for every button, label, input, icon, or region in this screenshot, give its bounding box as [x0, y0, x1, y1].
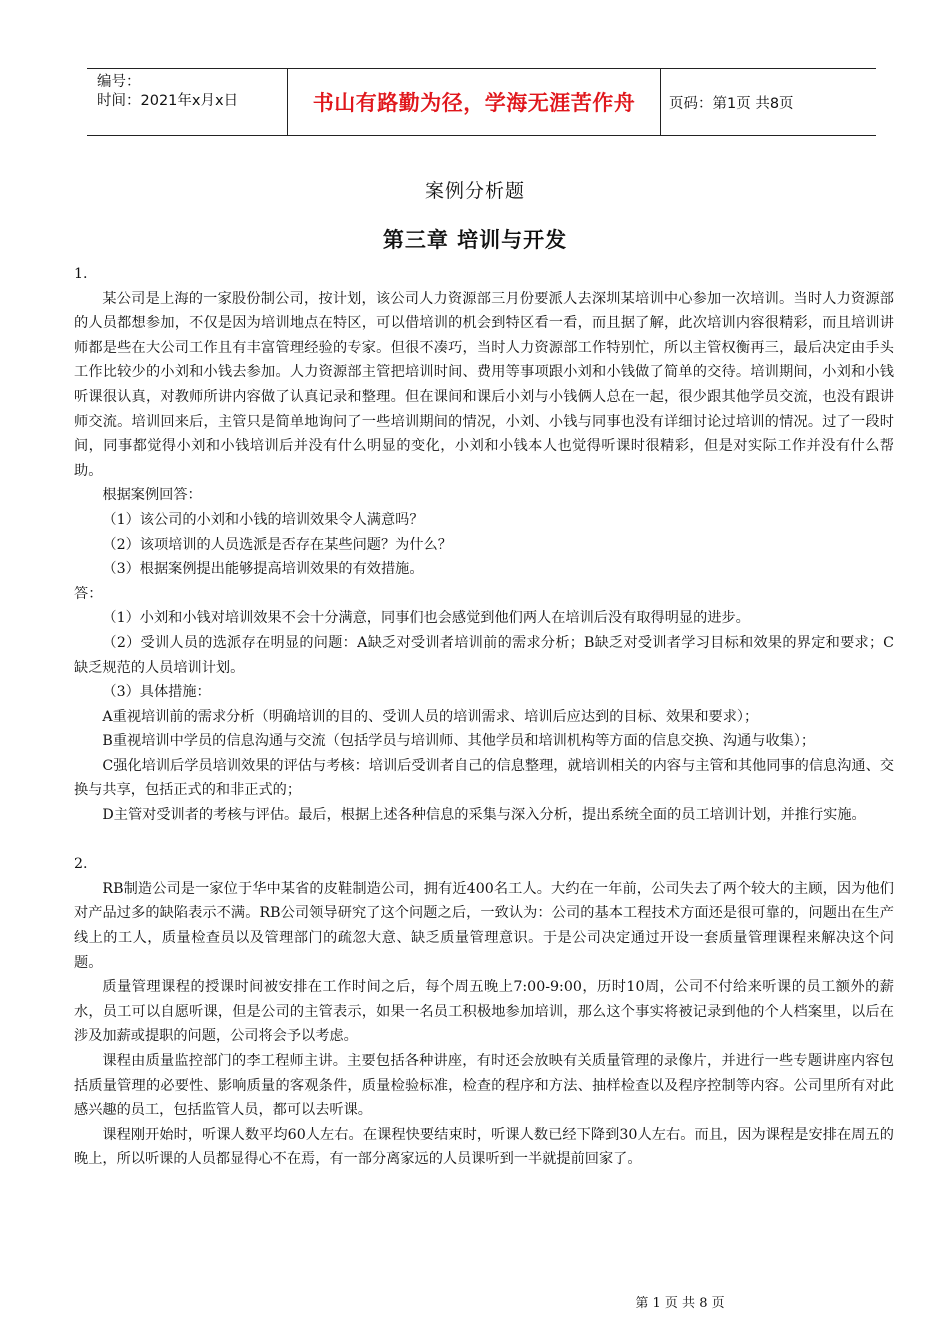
- case1-question-1: （1）该公司的小刘和小钱的培训效果令人满意吗？: [102, 511, 424, 528]
- case1-question-2: （2）该项培训的人员选派是否存在某些问题？为什么？: [102, 536, 452, 553]
- section-gap: [74, 828, 894, 853]
- header-time-label: 时间：2021年x月x日: [97, 93, 239, 109]
- document-body: [74, 262, 894, 1172]
- case1-answer-1: （1）小刘和小钱对培训效果不会十分满意，同事们也会感觉到他们两人在培训后没有取得明显的进步。: [102, 610, 750, 627]
- case2-paragraph-1: RB制造公司是一家位于华中某省的皮鞋制造公司，拥有近400名工人。大约在一年前，公司失去了两个较大的主顾，因为他们对产品过多的缺陷表示不满。RB公司领导研究了这个问题之后，一致认为：公司的基本工程技术方面还是很可靠的，问题出在生产线上的工人，质量检查员以及管理部门的疏忽大意、缺乏质量管理意识。于是公司决定通过开设一套质量管理课程来解决这个问题。: [74, 880, 894, 971]
- header-code-label: 编号：: [97, 74, 141, 90]
- case1-answer-label: 答：: [74, 585, 103, 602]
- header-meta: [87, 69, 287, 135]
- case1-paragraph: 某公司是上海的一家股份制公司，按计划，该公司人力资源部三月份要派人去深圳某培训中心参加一次培训。当时人力资源部的人员都想参加，不仅是因为培训地点在特区，可以借培训的机会到特区看一看，而且据了解，此次培训内容很精彩，而且培训讲师都是些在大公司工作且有丰富管理经验的专家。但很不凑巧，当时人力资源部工作特别忙，所以主管权衡再三，最后决定由手头工作比较少的小刘和小钱去参加。人力资源部主管把培训时间、费用等事项跟小刘和小钱做了简单的交待。培训期间，小刘和小钱听课很认真，对教师所讲内容做了认真记录和整理。但在课间和课后小刘与小钱俩人总在一起，很少跟其他学员交流，也没有跟讲师交流。培训回来后，主管只是简单地询问了一些培训期间的情况，小刘、小钱与同事也没有详细讨论过培训的情况。过了一段时间，同事都觉得小刘和小钱培训后并没有什么明显的变化，小刘和小钱本人也觉得听课时很精彩，但是对实际工作并没有什么帮助。: [74, 290, 894, 479]
- header-page-label: 页码：第1页 共8页: [669, 95, 794, 112]
- case2-paragraph-4: 课程刚开始时，听课人数平均60人左右。在课程快要结束时，听课人数已经下降到30人左右。而且，因为课程是安排在周五的晚上，所以听课的人员都显得心不在焉，有一部分离家远的人员课听到一半就提前回家了。: [74, 1126, 894, 1168]
- case1-measure-b: B重视培训中学员的信息沟通与交流（包括学员与培训师、其他学员和培训机构等方面的信息交换、沟通与收集）；: [102, 733, 816, 750]
- case1-measure-d: D主管对受训者的考核与评估。最后，根据上述各种信息的采集与深入分析，提出系统全面的员工培训计划，并推行实施。: [102, 807, 866, 824]
- case1-answer-2: （2）受训人员的选派存在明显的问题：A缺乏对受训者培训前的需求分析；B缺乏对受训者学习目标和效果的界定和要求；C缺乏规范的人员培训计划。: [74, 634, 894, 676]
- case1-measure-a: A重视培训前的需求分析（明确培训的目的、受训人员的培训需求、培训后应达到的目标、效果和要求）；: [102, 708, 759, 725]
- page-header: [87, 68, 876, 136]
- case2-number: 2.: [74, 856, 88, 873]
- chapter-title: 第三章 培训与开发: [382, 227, 568, 252]
- case1-question-3: （3）根据案例提出能够提高培训效果的有效措施。: [102, 561, 424, 578]
- case1-prompt: 根据案例回答：: [102, 487, 202, 504]
- case1-number: 1.: [74, 266, 88, 282]
- document-title: 案例分析题: [424, 180, 525, 202]
- page-footer: 第 1 页 共 8 页: [635, 1296, 725, 1311]
- case1-answer-3: （3）具体措施：: [102, 684, 211, 701]
- header-motto: 书山有路勤为径，学海无涯苦作舟: [287, 69, 661, 135]
- case2-paragraph-3: 课程由质量监控部门的李工程师主讲。主要包括各种讲座，有时还会放映有关质量管理的录像片，并进行一些专题讲座内容包括质量管理的必要性、影响质量的客观条件，质量检验标准，检查的程序和方法、抽样检查以及程序控制等内容。公司里所有对此感兴趣的员工，包括监管人员，都可以去听课。: [74, 1053, 894, 1119]
- case1-measure-c: C强化培训后学员培训效果的评估与考核：培训后受训者自己的信息整理，就培训相关的内容与主管和其他同事的信息沟通、交换与共享，包括正式的和非正式的；: [74, 757, 894, 799]
- case2-paragraph-2: 质量管理课程的授课时间被安排在工作时间之后，每个周五晚上7:00-9:00，历时10周，公司不付给来听课的员工额外的薪水，员工可以自愿听课，但是公司的主管表示，如果一名员工积极地参加培训，那么这个事实将被记录到他的个人档案里，以后在涉及加薪或提职的问题，公司将会予以考虑。: [74, 979, 894, 1045]
